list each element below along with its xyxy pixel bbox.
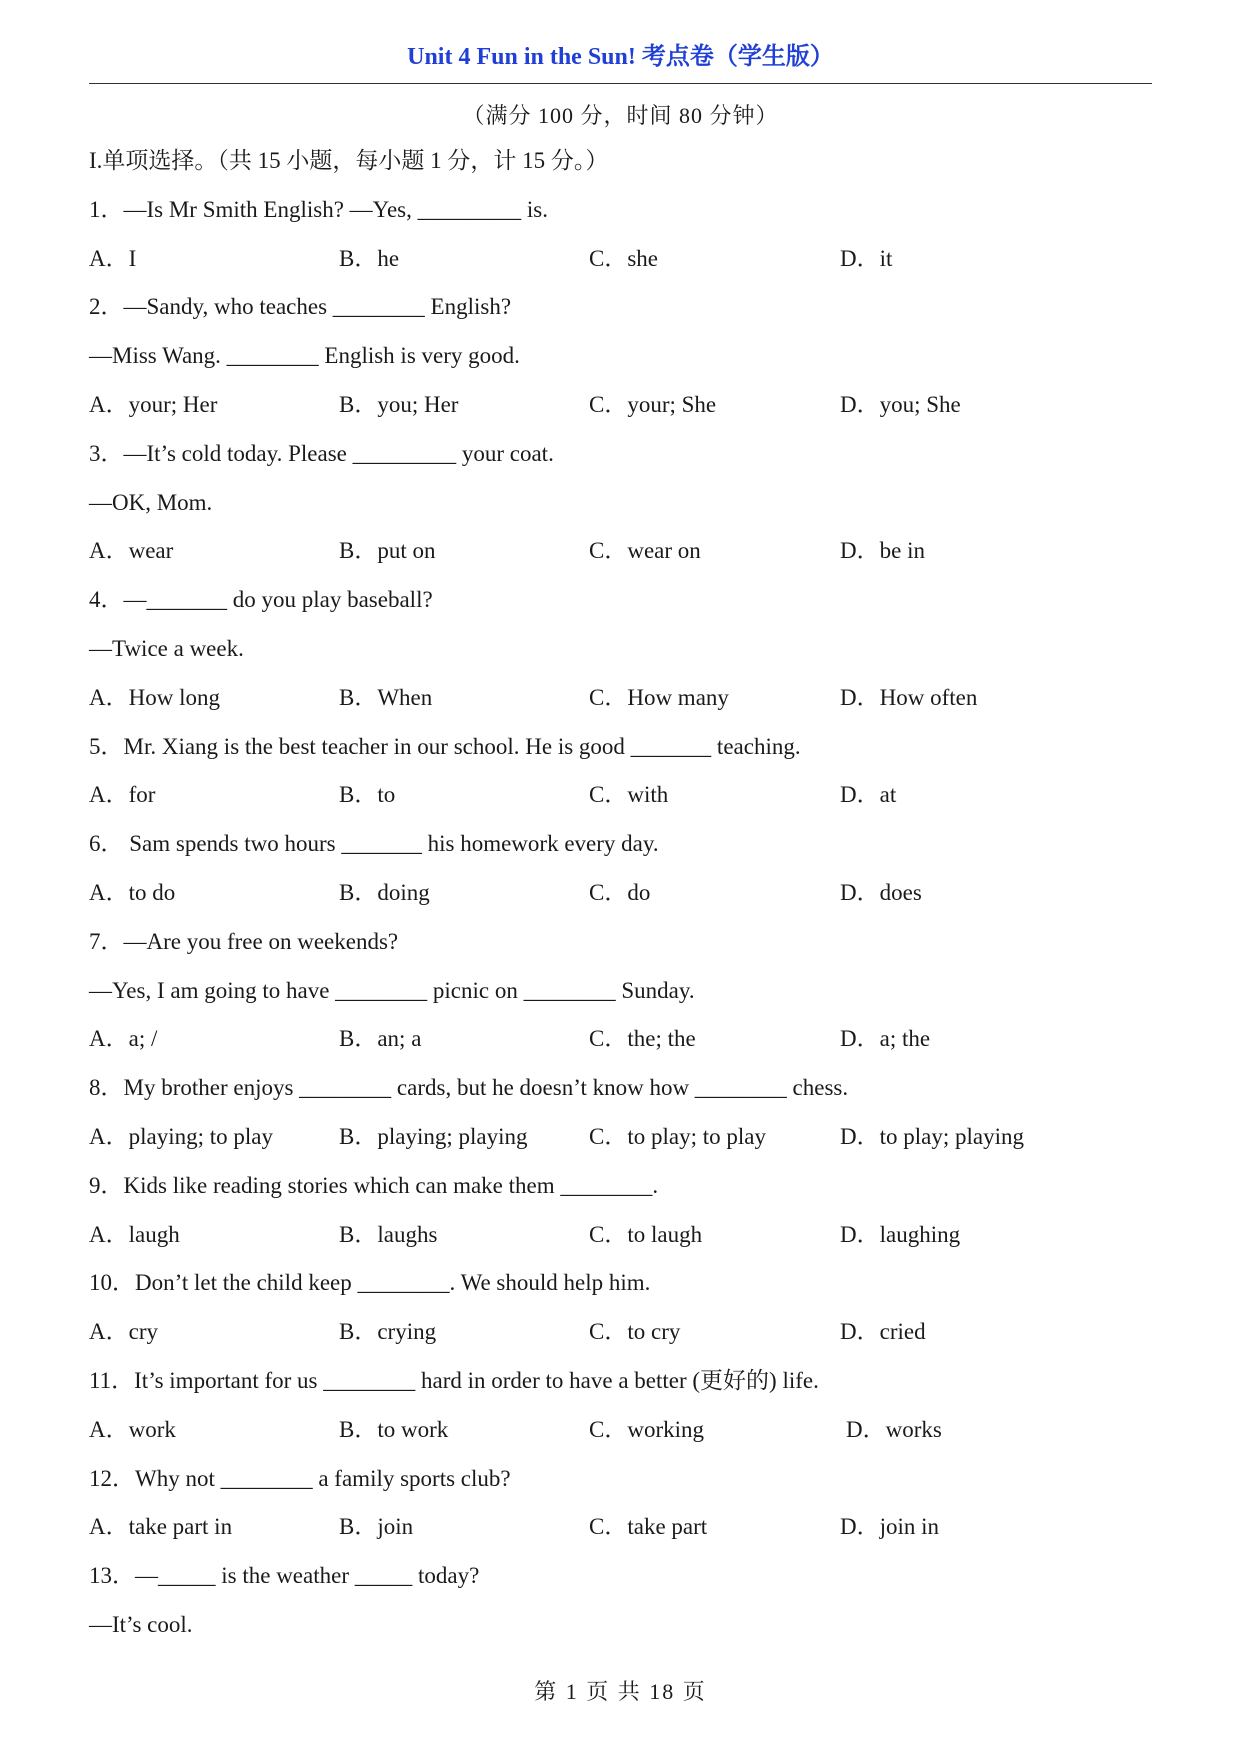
option-b: B．playing; playing <box>339 1123 528 1149</box>
option-row <box>89 680 1152 729</box>
question-stem: 5．Mr. Xiang is the best teacher in our school. He is good _______ teaching. <box>89 733 801 759</box>
exam-info: （满分 100 分，时间 80 分钟） <box>462 103 779 128</box>
document-title: Unit 4 Fun in the Sun! 考点卷（学生版） <box>407 44 834 70</box>
header-divider <box>89 83 1152 84</box>
option-a: A．playing; to play <box>89 1123 273 1149</box>
option-b: B．laughs <box>339 1221 438 1247</box>
option-b: B．he <box>339 245 400 271</box>
option-a: A．a; / <box>89 1026 158 1052</box>
option-b: B．crying <box>339 1319 437 1345</box>
option-row <box>89 1412 1152 1461</box>
option-b: B．to <box>339 782 396 808</box>
question-stem: 12．Why not ________ a family sports club? <box>89 1465 511 1491</box>
option-d: D．does <box>840 879 922 905</box>
option-b: B．When <box>339 684 433 710</box>
option-c: C．working <box>589 1416 704 1442</box>
option-d: D．you; She <box>840 391 961 417</box>
question-stem: —Miss Wang. ________ English is very good. <box>89 343 520 369</box>
option-a: A．take part in <box>89 1514 233 1540</box>
option-a: A．wear <box>89 538 174 564</box>
option-c: C．wear on <box>589 538 701 564</box>
option-c: C．with <box>589 782 669 808</box>
option-c: C．How many <box>589 684 729 710</box>
option-a: A．cry <box>89 1319 158 1345</box>
question-stem: 4．—_______ do you play baseball? <box>89 587 433 613</box>
option-a: A．How long <box>89 684 220 710</box>
question-stem: 1．—Is Mr Smith English? —Yes, _________ is. <box>89 196 548 222</box>
question-stem: —It’s cool. <box>89 1611 193 1637</box>
question-stem: —Yes, I am going to have ________ picnic on ________ Sunday. <box>89 977 695 1003</box>
option-b: B．put on <box>339 538 436 564</box>
option-a: A．work <box>89 1416 176 1442</box>
question-stem: 8．My brother enjoys ________ cards, but he doesn’t know how ________ chess. <box>89 1075 849 1101</box>
option-c: C．do <box>589 879 651 905</box>
option-row <box>89 1509 1152 1558</box>
option-a: A．your; Her <box>89 391 218 417</box>
option-d: D．be in <box>840 538 925 564</box>
option-row <box>89 1217 1152 1266</box>
option-a: A．laugh <box>89 1221 180 1247</box>
option-d: D．a; the <box>840 1026 931 1052</box>
option-b: B．an; a <box>339 1026 422 1052</box>
option-c: C．she <box>589 245 658 271</box>
option-d: D．cried <box>840 1319 926 1345</box>
question-list <box>89 143 1152 1656</box>
option-row <box>89 241 1152 290</box>
option-d: D．to play; playing <box>840 1123 1024 1149</box>
option-d: D．How often <box>840 684 978 710</box>
option-row <box>89 1119 1152 1168</box>
option-d: D．join in <box>840 1514 940 1540</box>
option-b: B．to work <box>339 1416 449 1442</box>
question-stem: 3．—It’s cold today. Please _________ your coat. <box>89 440 554 466</box>
option-c: C．to laugh <box>589 1221 703 1247</box>
question-stem: 7．—Are you free on weekends? <box>89 928 399 954</box>
option-d: D．it <box>840 245 893 271</box>
option-c: C．your; She <box>589 391 717 417</box>
page-number: 第 1 页 共 18 页 <box>534 1679 707 1704</box>
option-b: B．doing <box>339 879 430 905</box>
question-stem: 6． Sam spends two hours _______ his homework every day. <box>89 831 659 857</box>
question-stem: —Twice a week. <box>89 635 244 661</box>
option-b: B．join <box>339 1514 414 1540</box>
question-stem: 11．It’s important for us ________ hard in order to have a better (更好的) life. <box>89 1367 819 1393</box>
option-d: D．at <box>840 782 897 808</box>
option-c: C．take part <box>589 1514 708 1540</box>
question-stem: —OK, Mom. <box>89 489 213 515</box>
option-row <box>89 1021 1152 1070</box>
option-row <box>89 777 1152 826</box>
question-stem: 10．Don’t let the child keep ________. We should help him. <box>89 1270 651 1296</box>
question-stem: 2．—Sandy, who teaches ________ English? <box>89 294 512 320</box>
section-heading: I.单项选择。（共 15 小题，每小题 1 分，计 15 分。） <box>89 148 609 173</box>
option-a: A．for <box>89 782 156 808</box>
option-row <box>89 875 1152 924</box>
option-a: A．to do <box>89 879 176 905</box>
question-stem: 9．Kids like reading stories which can make them ________. <box>89 1172 659 1198</box>
option-row <box>89 387 1152 436</box>
option-row <box>89 533 1152 582</box>
option-b: B．you; Her <box>339 391 459 417</box>
option-c: C．to cry <box>589 1319 681 1345</box>
option-d: D．works <box>846 1416 942 1442</box>
option-c: C．to play; to play <box>589 1123 766 1149</box>
option-a: A．I <box>89 245 137 271</box>
option-d: D．laughing <box>840 1221 961 1247</box>
option-row <box>89 1314 1152 1363</box>
question-stem: 13．—_____ is the weather _____ today? <box>89 1563 480 1589</box>
option-c: C．the; the <box>589 1026 696 1052</box>
